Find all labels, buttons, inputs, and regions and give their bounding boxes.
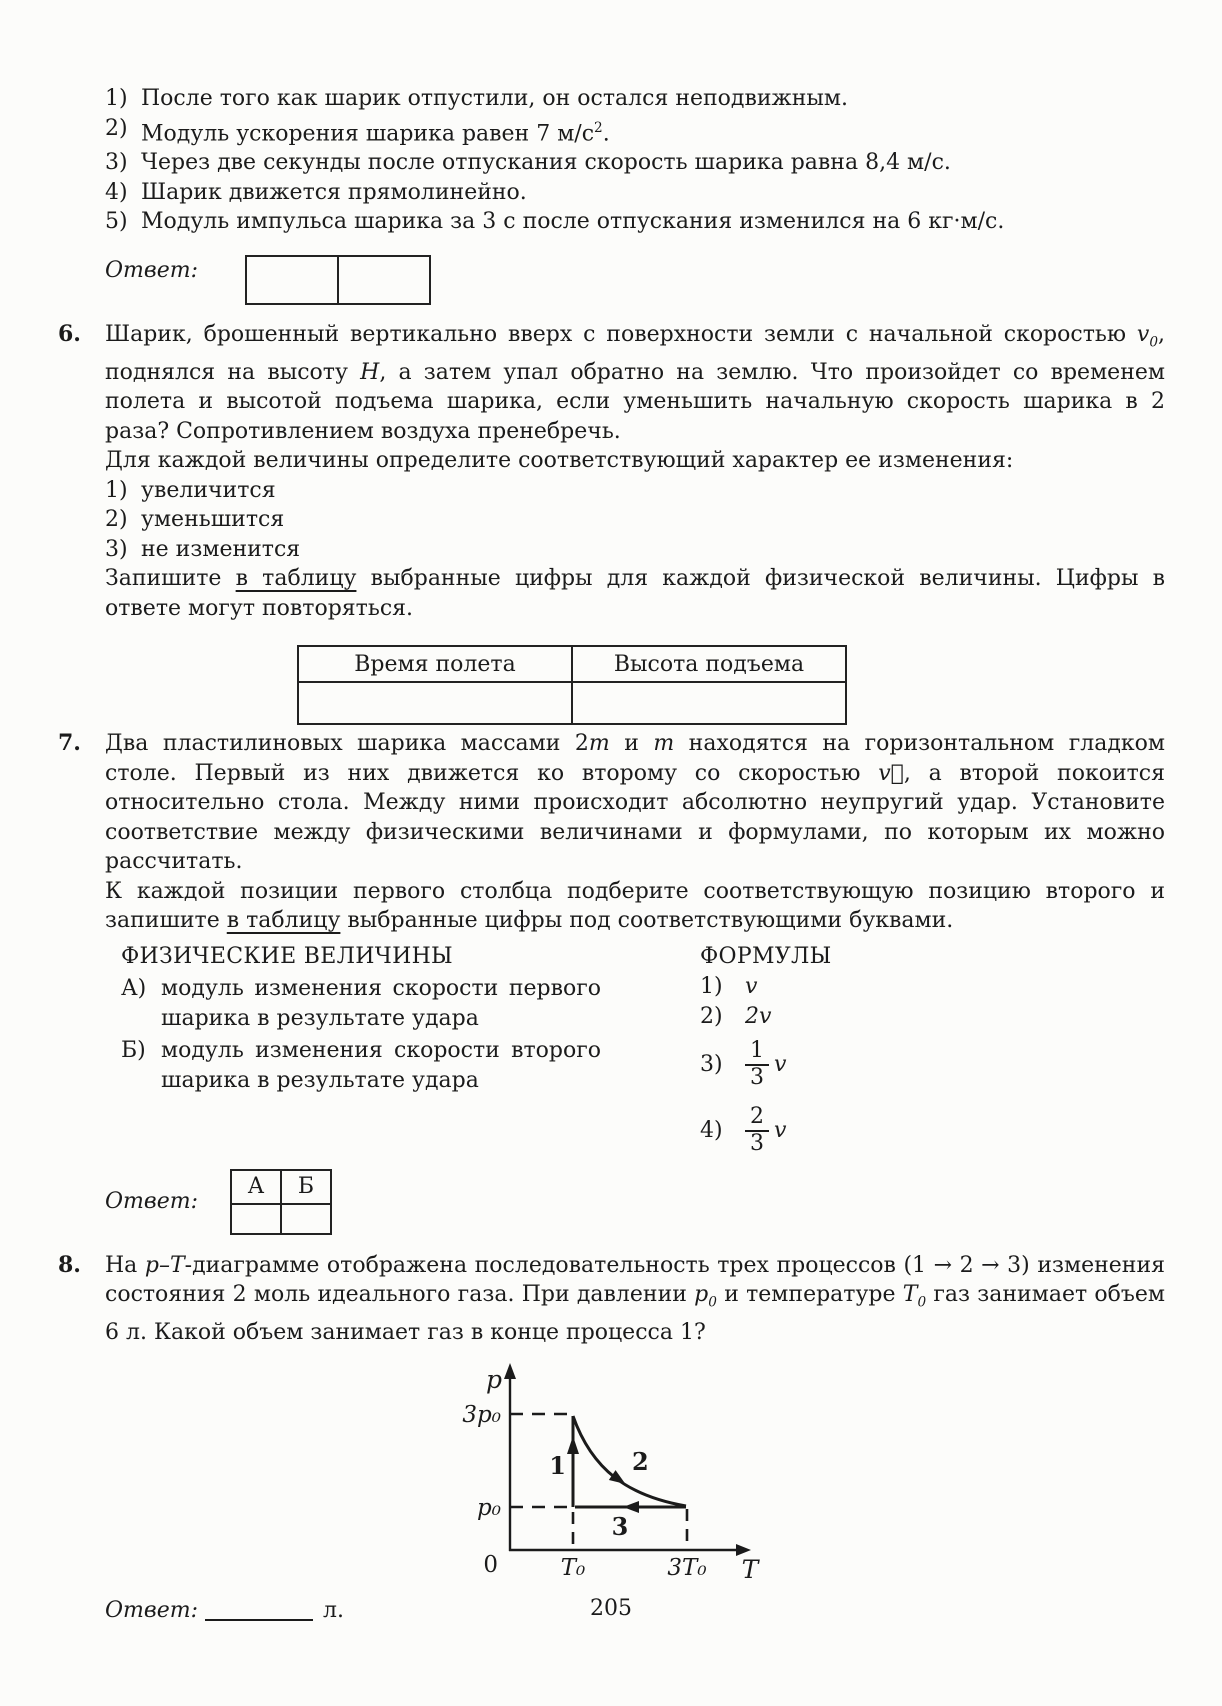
variable-m: m bbox=[653, 731, 675, 757]
tick-T0: T₀ bbox=[560, 1554, 586, 1581]
answer-label: Ответ: bbox=[105, 1597, 198, 1623]
list-item bbox=[105, 84, 1165, 114]
text-run: и температуре bbox=[716, 1282, 903, 1308]
question-number: 6. bbox=[58, 320, 81, 347]
option-text: После того как шарик отпустили, он остался неподвижным. bbox=[141, 86, 849, 111]
process-1-label: 1 bbox=[549, 1450, 566, 1480]
variable-H: H bbox=[360, 359, 380, 385]
underlined-text: в таблицу bbox=[226, 908, 341, 934]
text-run: и bbox=[609, 731, 654, 757]
option-text: Модуль импульса шарика за 3 с после отпускания изменился на 6 кг·м/с. bbox=[141, 209, 1005, 235]
subscript: 0 bbox=[1149, 334, 1158, 351]
list-item bbox=[105, 207, 1165, 237]
answer-cell bbox=[281, 1204, 331, 1234]
tick-3p0: 3p₀ bbox=[462, 1401, 501, 1428]
variable: T bbox=[902, 1282, 918, 1308]
variable-m: m bbox=[588, 731, 610, 757]
y-axis-label: p bbox=[485, 1364, 502, 1394]
answer-label: Ответ: bbox=[105, 1189, 198, 1215]
option-number: 2) bbox=[105, 115, 128, 141]
quantity-item bbox=[121, 974, 660, 1034]
formula-number: 2) bbox=[700, 1003, 723, 1029]
text-run: На bbox=[105, 1252, 145, 1278]
q5-answer-row bbox=[105, 237, 1165, 305]
option-text-main: Модуль ускорения шарика равен 7 м/с bbox=[141, 120, 595, 146]
text-run: находятся на горизонтальном гладком столе. Первый из них движется ко второму со скоростью bbox=[105, 731, 1166, 786]
text-run: выбранные цифры для каждой физической величины. Цифры в ответе могут повторяться. bbox=[105, 566, 1166, 621]
formula-text: v bbox=[745, 973, 758, 999]
q6-statement bbox=[105, 320, 1165, 446]
list-item bbox=[105, 505, 1165, 535]
answer-cell bbox=[246, 256, 338, 304]
q5-options-list bbox=[105, 84, 1165, 237]
variable: p bbox=[694, 1282, 709, 1308]
superscript: 2 bbox=[594, 119, 603, 136]
table-header-rise-height: Высота подъема bbox=[572, 646, 846, 682]
q7-statement bbox=[105, 729, 1165, 877]
q6-answer-table bbox=[297, 645, 847, 725]
variable: v bbox=[1136, 321, 1150, 347]
variable-v-vector: v⃗ bbox=[878, 760, 904, 786]
process-3-label: 3 bbox=[611, 1511, 629, 1541]
fraction-numerator: 2 bbox=[745, 1105, 769, 1132]
process-1-arrow-icon bbox=[567, 1436, 579, 1454]
option-text: увеличится bbox=[141, 477, 276, 503]
q7-instruction bbox=[105, 877, 1165, 936]
option-number: 5) bbox=[105, 209, 128, 235]
q6-instruction bbox=[105, 564, 1165, 623]
list-item bbox=[105, 114, 1165, 149]
list-item bbox=[105, 535, 1165, 565]
subscript: 0 bbox=[917, 1294, 927, 1311]
question-6 bbox=[58, 320, 1166, 725]
text-run: выбранные цифры под соответствующими буквами. bbox=[340, 908, 954, 934]
formula-item bbox=[700, 1032, 832, 1098]
item-text: модуль изменения скорости первого шарика в результате удара bbox=[161, 975, 601, 1031]
formula-suffix: v bbox=[774, 1051, 787, 1077]
fraction-numerator: 1 bbox=[745, 1039, 769, 1066]
option-text: Через две секунды после отпускания скорость шарика равна 8,4 м/с. bbox=[141, 150, 951, 176]
formula-number: 3) bbox=[700, 1051, 723, 1077]
formula-suffix: v bbox=[774, 1117, 787, 1143]
answer-column-b: Б bbox=[281, 1170, 331, 1204]
answer-cell bbox=[231, 1204, 281, 1234]
text-run: , а затем упал обратно на землю. Что произойдет со временем полета и высотой подъема шарика, если уменьшить начальную скорость шарика в 2 раза? Сопротивлением воздуха пренебречь. bbox=[105, 359, 1165, 444]
fraction bbox=[745, 1039, 769, 1090]
text-run: , а второй покоится относительно стола. Между ними происходит абсолютно неупругий удар. Установите соответствие между физическими величинами и формулами, по которым их можно рассчитать. bbox=[105, 760, 1165, 875]
variable-pT: p–T bbox=[144, 1252, 185, 1278]
pT-diagram bbox=[440, 1362, 770, 1592]
text-run: , поднялся на высоту bbox=[105, 321, 1165, 385]
fraction-denominator: 3 bbox=[750, 1130, 764, 1156]
column-header: ФОРМУЛЫ bbox=[700, 943, 832, 969]
question-number: 8. bbox=[58, 1251, 81, 1278]
q7-matching-columns bbox=[105, 942, 1165, 1164]
variable-p0 bbox=[694, 1282, 717, 1311]
tick-p0: p₀ bbox=[477, 1494, 501, 1521]
y-axis-arrow-icon bbox=[504, 1363, 516, 1379]
text-run: Запишите bbox=[105, 566, 236, 592]
item-text: модуль изменения скорости второго шарика в результате удара bbox=[161, 1037, 601, 1093]
formula-item bbox=[700, 972, 832, 1002]
formula-item bbox=[700, 1002, 832, 1032]
option-number: 4) bbox=[105, 179, 128, 205]
text-run: К каждой позиции первого столбца подберите соответствующую позицию второго и запишите bbox=[105, 878, 1165, 934]
formula-text: 2v bbox=[745, 1003, 772, 1029]
answer-label: Ответ: bbox=[105, 258, 198, 284]
option-number: 1) bbox=[105, 86, 128, 111]
formulas-column bbox=[660, 942, 832, 1164]
option-text bbox=[141, 114, 1165, 149]
item-letter: А) bbox=[121, 975, 147, 1001]
formula-item bbox=[700, 1098, 832, 1164]
q6-prompt: Для каждой величины определите соответствующий характер ее изменения: bbox=[105, 448, 1014, 474]
table-header-flight-time: Время полета bbox=[298, 646, 572, 682]
q7-answer-table bbox=[230, 1169, 332, 1235]
physical-quantities-column bbox=[105, 942, 660, 1164]
answer-column-a: А bbox=[231, 1170, 281, 1204]
option-text: уменьшится bbox=[141, 507, 285, 533]
q7-answer-row bbox=[105, 1169, 1165, 1235]
text-run: Два пластилиновых шарика массами 2 bbox=[105, 731, 589, 757]
list-item bbox=[105, 476, 1165, 506]
question-7 bbox=[58, 729, 1166, 1235]
q5-answer-table bbox=[245, 255, 431, 305]
column-header: ФИЗИЧЕСКИЕ ВЕЛИЧИНЫ bbox=[121, 943, 453, 969]
answer-cell bbox=[572, 682, 846, 724]
item-letter: Б) bbox=[121, 1037, 146, 1063]
quantity-item bbox=[121, 1036, 660, 1096]
fraction bbox=[745, 1105, 769, 1156]
variable-v0 bbox=[1136, 321, 1158, 351]
text-run: -диаграмме отображена последовательность трех процессов (1 → 2 → 3) изменения состояния 2 моль идеального газа. При давлении bbox=[105, 1252, 1165, 1308]
origin-label: 0 bbox=[483, 1551, 498, 1578]
list-item bbox=[105, 148, 1165, 178]
answer-unit: л. bbox=[323, 1597, 344, 1623]
text-run: Шарик, брошенный вертикально вверх с поверхности земли с начальной скоростью bbox=[105, 321, 1137, 347]
fraction-denominator: 3 bbox=[750, 1064, 764, 1090]
answer-cell bbox=[338, 256, 430, 304]
tick-3T0: 3T₀ bbox=[667, 1554, 707, 1581]
list-item bbox=[105, 178, 1165, 208]
option-number: 2) bbox=[105, 507, 128, 533]
process-2-curve bbox=[573, 1416, 686, 1506]
subscript: 0 bbox=[708, 1294, 717, 1311]
page-number: 205 bbox=[590, 1596, 632, 1621]
process-2-label: 2 bbox=[632, 1446, 649, 1476]
formula-number: 4) bbox=[700, 1117, 723, 1143]
formula-number: 1) bbox=[700, 973, 723, 999]
question-8 bbox=[58, 1251, 1166, 1623]
question-number: 7. bbox=[58, 730, 81, 757]
option-number: 3) bbox=[105, 536, 128, 562]
option-text: не изменится bbox=[141, 536, 301, 562]
option-text: Шарик движется прямолинейно. bbox=[141, 179, 527, 205]
option-text-tail: . bbox=[602, 120, 610, 146]
x-axis-label: T bbox=[741, 1554, 759, 1584]
answer-cell bbox=[298, 682, 572, 724]
variable-T0 bbox=[902, 1282, 927, 1311]
underlined-text: в таблицу bbox=[235, 566, 357, 592]
text-run: газ занимает объем 6 л. Какой объем занимает газ в конце процесса 1? bbox=[105, 1282, 1166, 1346]
option-number: 3) bbox=[105, 150, 128, 176]
q8-statement bbox=[105, 1251, 1165, 1348]
option-number: 1) bbox=[105, 477, 128, 503]
